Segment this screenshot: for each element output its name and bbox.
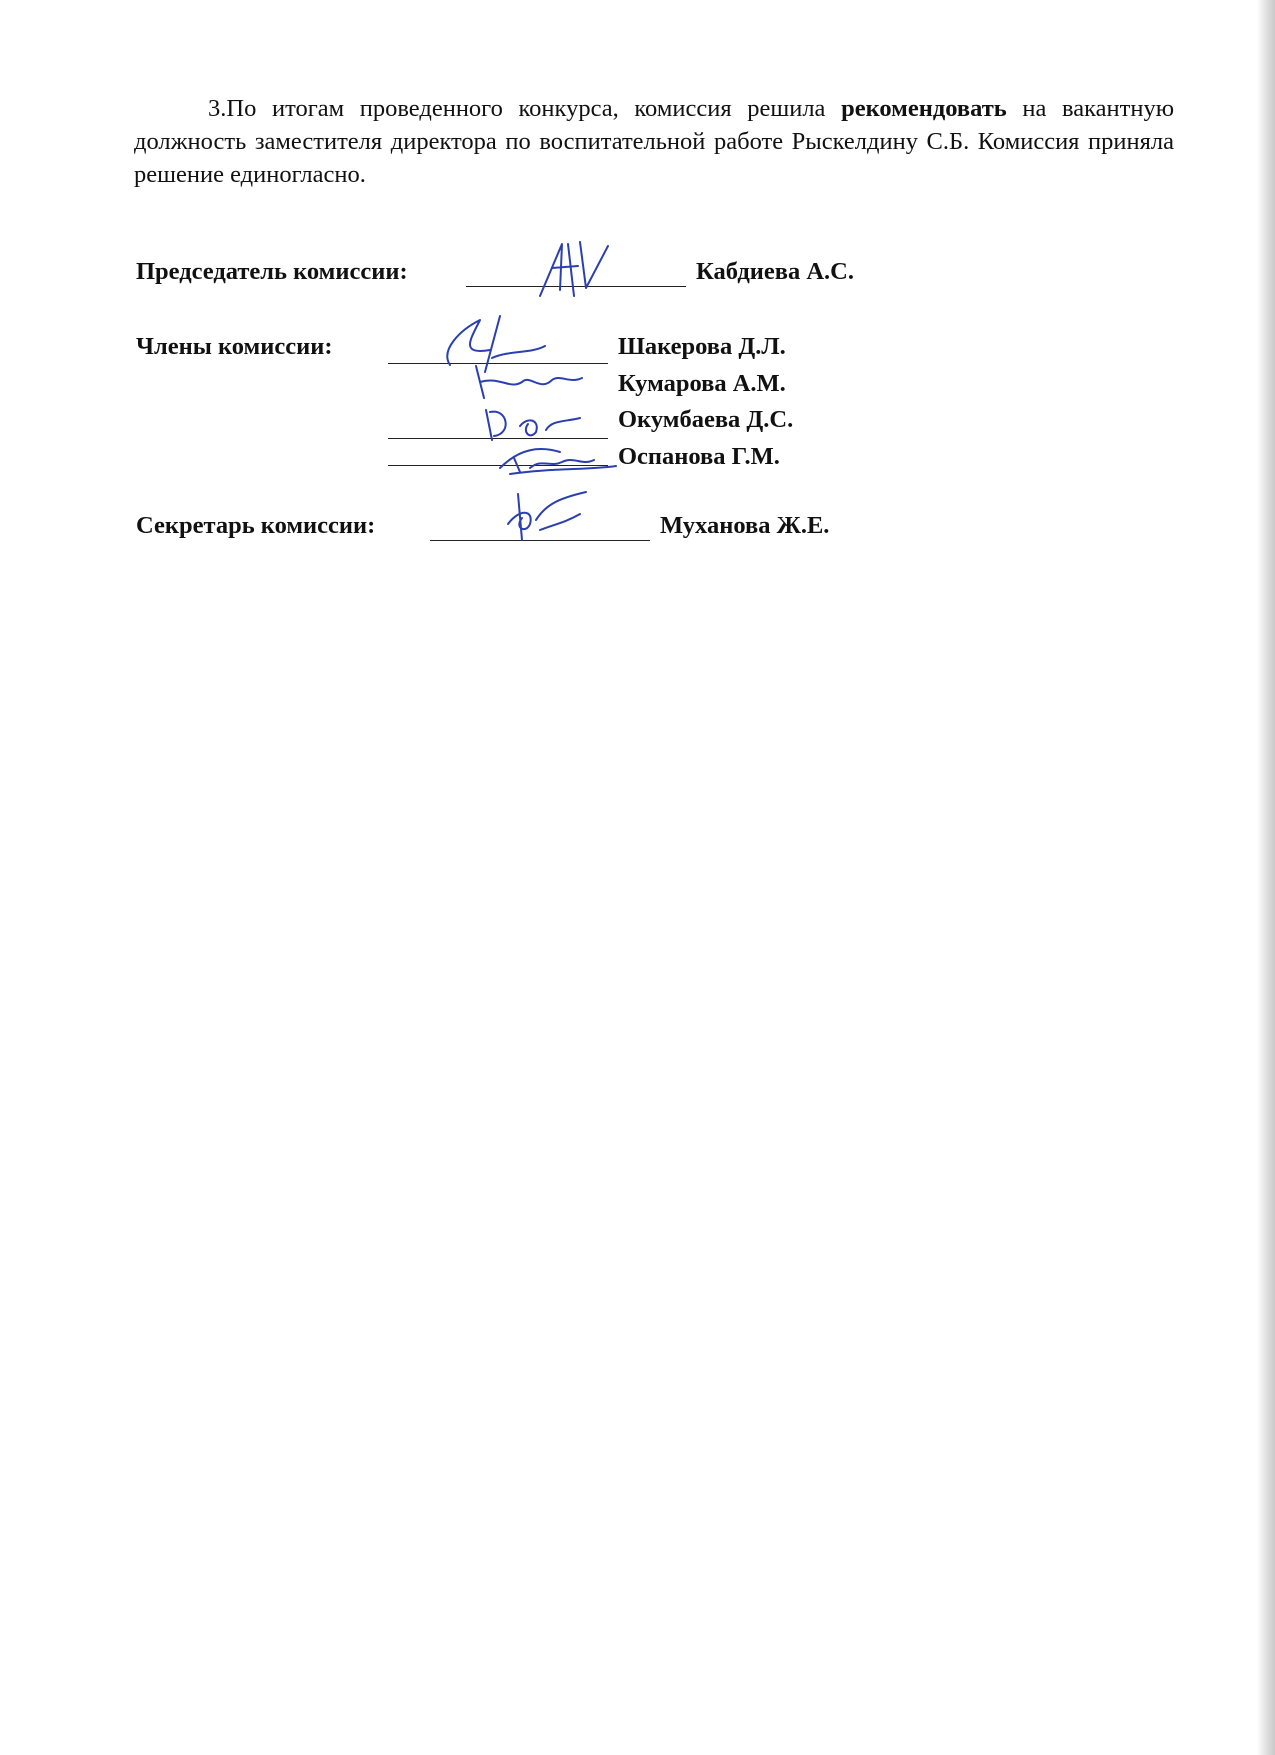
member-3-name: Окумбаева Д.С. — [618, 406, 794, 433]
decision-text-start: 3.По итогам проведенного конкурса, комиссия решила — [208, 95, 842, 122]
chairman-signature — [530, 238, 610, 308]
member-2-signature — [470, 362, 590, 402]
chairman-label: Председатель комиссии: — [136, 258, 408, 285]
decision-bold-word: рекомендовать — [841, 95, 1007, 122]
members-label: Члены комиссии: — [136, 333, 333, 360]
decision-text-end: на вакантную должность заместителя директора по воспитательной работе Рыскелдину С.Б. Комиссия приняла решение единогласно. — [134, 95, 1174, 188]
member-1-name: Шакерова Д.Л. — [618, 333, 786, 360]
scan-edge-shadow — [1257, 0, 1275, 1755]
secretary-name: Муханова Ж.Е. — [660, 512, 830, 539]
member-4-name: Оспанова Г.М. — [618, 443, 780, 470]
secretary-signature — [500, 484, 590, 544]
member-2-name: Кумарова А.М. — [618, 370, 786, 397]
member-4-signature — [490, 438, 620, 478]
secretary-label: Секретарь комиссии: — [136, 512, 376, 539]
decision-paragraph — [134, 92, 1174, 191]
chairman-name: Кабдиева А.С. — [696, 258, 854, 285]
